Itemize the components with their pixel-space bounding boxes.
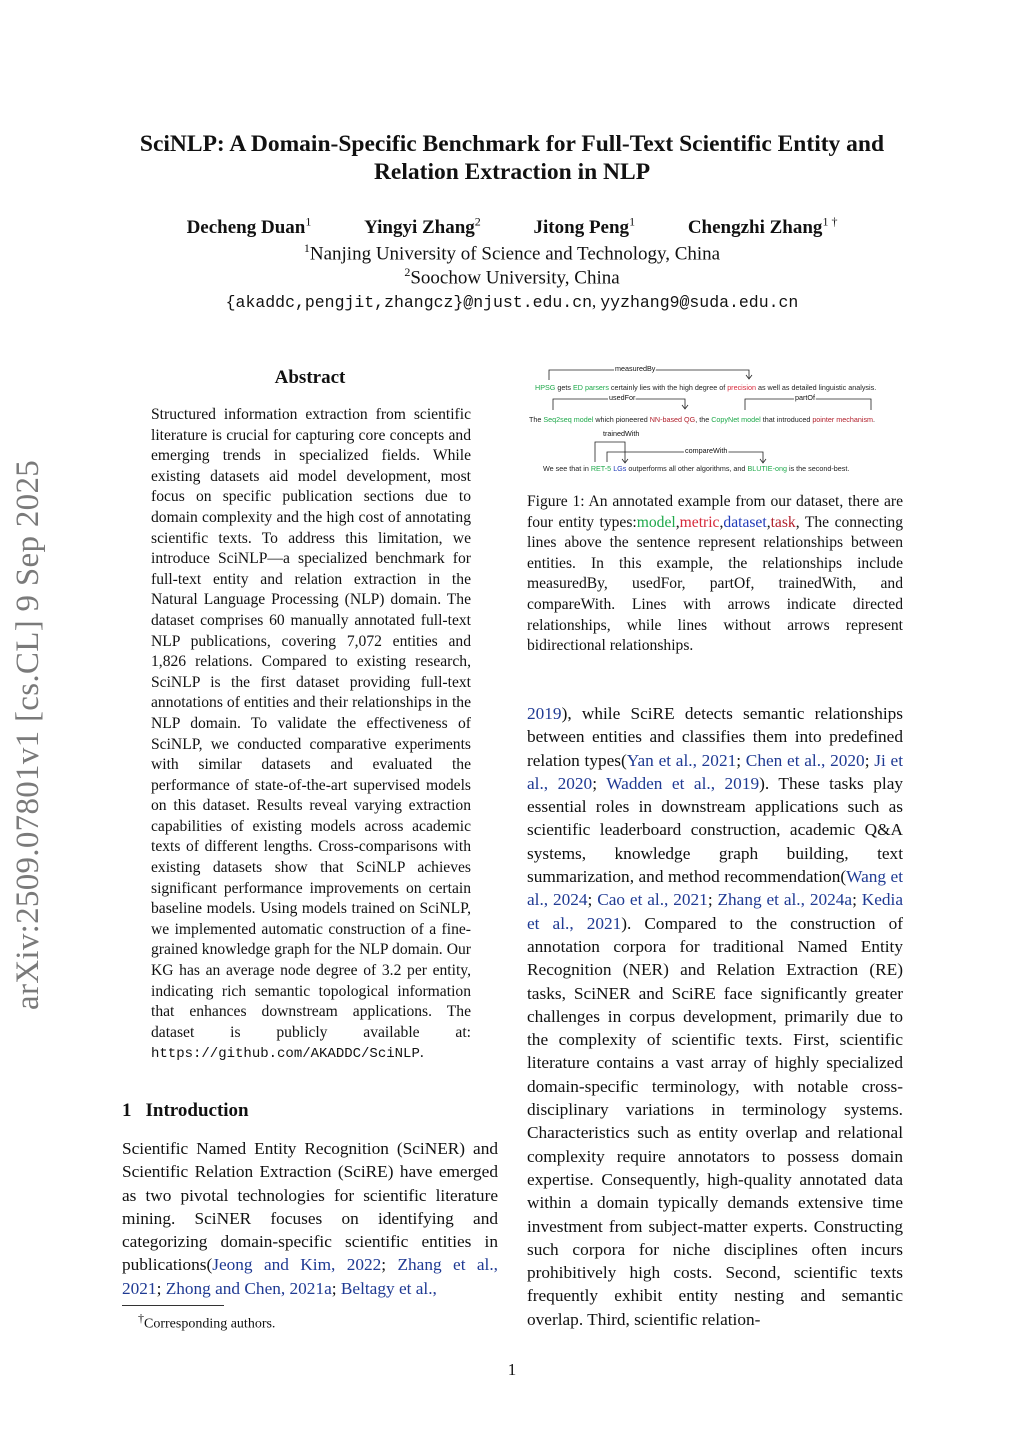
label-trainedWith: trainedWith bbox=[603, 429, 640, 438]
abstract-body: Structured information extraction from scientific literature is crucial for capturing core concepts and emerging trends in specialized fields. While existing datasets aid model development, most focus on specific publication sections due to domain complexity and the high cost of annotating scientific texts. To address this limitation, we introduce SciNLP—a specialized benchmark for full-text entity and relation extraction in the Natural Language Processing (NLP) domain. The dataset comprises 60 manually annotated full-text NLP publications, covering 7,072 entities and 1,826 relations. Compared to existing research, SciNLP is the first dataset providing full-text annotations of entities and their relationships in the NLP domain. To validate the effectiveness of SciNLP, we conducted comparative experiments with similar datasets and evaluated the performance of state-of-the-art supervised models on this dataset. Results reveal varying extraction capabilities of existing models across academic texts of different lengths. Cross-comparisons with existing datasets show that SciNLP achieves significant performance improvements on certain baseline models. Using models trained on SciNLP, we implemented automatic construction of a fine-grained knowledge graph for the NLP domain. Our KG has an average node degree of 3.2 per entity, indicating rich semantic topological information that enhances downstream applications. The dataset is publicly available at: https://github.com/AKADDC/SciNLP. bbox=[151, 406, 471, 1063]
author-emails: {akaddc,pengjit,zhangcz}@njust.edu.cn, yyzhang9@suda.edu.cn bbox=[225, 292, 799, 312]
abstract-heading: Abstract bbox=[274, 367, 346, 388]
figure-sentence-2: The Seq2seq model which pioneered NN-based QG, the CopyNet model that introduced pointer mechanism. bbox=[529, 415, 876, 424]
relation-trainedWith bbox=[595, 442, 628, 463]
citation-link[interactable]: Beltagy et al., bbox=[340, 1278, 437, 1298]
citation-link[interactable]: Jeong and Kim, 2022 bbox=[212, 1255, 382, 1275]
citation-link[interactable]: Wang et al., 2024 bbox=[527, 867, 903, 910]
citation-link[interactable]: Zhang et al., 2024a bbox=[717, 890, 853, 910]
author-list bbox=[0, 215, 1024, 239]
entity-type-model: model bbox=[636, 513, 676, 531]
figure-sentence-1: HPSG gets ED parsers certainly lies with the high degree of precision as well as detailed linguistic analysis. bbox=[535, 383, 877, 392]
citation-link[interactable]: Kedia et al., 2021 bbox=[527, 890, 903, 933]
citation-link[interactable]: Ji et al., 2020 bbox=[527, 750, 903, 793]
affiliation-2: $^2$Soochow University, China bbox=[404, 265, 620, 289]
label-measuredBy: measuredBy bbox=[615, 364, 656, 373]
entity-type-dataset: dataset bbox=[723, 513, 767, 531]
title-line-1: SciNLP: A Domain-Specific Benchmark for Full-Text Scientific Entity and bbox=[139, 131, 885, 157]
author-1: Decheng Duan$^1$ bbox=[186, 215, 312, 239]
entity-type-metric: metric bbox=[679, 513, 720, 531]
author-4: Chengzhi Zhang$^{1 \dagger}$ bbox=[687, 215, 838, 239]
citation-link[interactable]: Chen et al., 2020 bbox=[745, 750, 865, 770]
section-heading-introduction: 1 Introduction bbox=[122, 1100, 249, 1121]
citation-link[interactable]: Zhong and Chen, 2021a bbox=[165, 1278, 332, 1298]
author-2: Yingyi Zhang$^2$ bbox=[364, 215, 481, 239]
figure-sentence-3: We see that in RET-5 LGs outperforms all other algorithms, and BLUTIE-ong is the second-best. bbox=[543, 464, 850, 473]
affiliation-1: $^1$Nanjing University of Science and Technology, China bbox=[303, 241, 721, 265]
citation-link[interactable]: Cao et al., 2021 bbox=[597, 890, 708, 910]
intro-paragraph-col2: 2019), while SciRE detects semantic relationships between entities and classifies them into predefined relation types(Yan et al., 2021; Chen et al., 2020; Ji et al., 2020; Wadden et al., 2019). These tasks play essential roles in downstream applications such as scientific leaderboard construction, academic Q&A systems, knowledge graph building, text summarization, and method recommendation(Wang et al., 2024; Cao et al., 2021; Zhang et al., 2024a; Kedia et al., 2021). Compared to the construction of annotation corpora for traditional Named Entity Recognition (NER) and Relation Extraction (RE) tasks, SciNER and SciRE face significantly greater challenges in corpus development, primarily due to the complexity of scientific texts. First, scientific literature contains a vast array of highly specialized domain-specific terminology, with notable cross-disciplinary variations in terminology systems. Characteristics such as entity overlap and relational complexity require annotators to possess domain expertise. Consequently, high-quality annotated data within a domain typically demands extensive time investment from subject-matter experts. Constructing such corpora for niche disciplines often incurs prohibitively high costs. Second, scientific texts frequently exhibit entity nesting and semantic overlap. Third, scientific relation- bbox=[527, 704, 904, 1329]
entity-type-task: task bbox=[770, 513, 796, 531]
citation-link[interactable]: 2019 bbox=[527, 704, 562, 723]
label-partOf: partOf bbox=[795, 393, 815, 402]
intro-paragraph-col1: Scientific Named Entity Recognition (SciNER) and Scientific Relation Extraction (SciRE) have emerged as two pivotal technologies for scientific literature mining. SciNER focuses on identifying and categorizing domain-specific scientific entities in publications(Jeong and Kim, 2022; Zhang et al., 2021; Zhong and Chen, 2021a; Beltagy et al., bbox=[122, 1139, 498, 1298]
footnote-rule bbox=[122, 1305, 224, 1306]
dataset-link[interactable]: https://github.com/AKADDC/SciNLP bbox=[151, 1046, 420, 1063]
page-number: 1 bbox=[507, 1360, 517, 1379]
label-compareWith: compareWith bbox=[685, 446, 728, 455]
author-3: Jitong Peng$^1$ bbox=[533, 215, 636, 239]
arxiv-stamp: arXiv:2509.07801v1 [cs.CL] 9 Sep 2025 bbox=[10, 459, 46, 1010]
citation-link[interactable]: Wadden et al., 2019 bbox=[606, 773, 760, 793]
footnote: †Corresponding authors. bbox=[138, 1311, 276, 1332]
figure-1-caption: Figure 1: An annotated example from our dataset, there are four entity types:model,metric,dataset,task, The connecting lines above the sentence represent relationships between entities. In this example, the relationships include measuredBy, usedFor, partOf, trainedWith, and compareWith. Lines with arrows indicate directed relationships, while lines without arrows represent bidirectional relationships. bbox=[527, 493, 903, 655]
title-line-2: Relation Extraction in NLP bbox=[373, 159, 651, 185]
label-usedFor: usedFor bbox=[609, 393, 636, 402]
figure-1-diagram bbox=[527, 358, 907, 478]
paper-title bbox=[0, 130, 1024, 186]
citation-link[interactable]: Yan et al., 2021 bbox=[626, 750, 737, 770]
citation-link[interactable]: Zhang et al., 2021 bbox=[122, 1255, 498, 1298]
